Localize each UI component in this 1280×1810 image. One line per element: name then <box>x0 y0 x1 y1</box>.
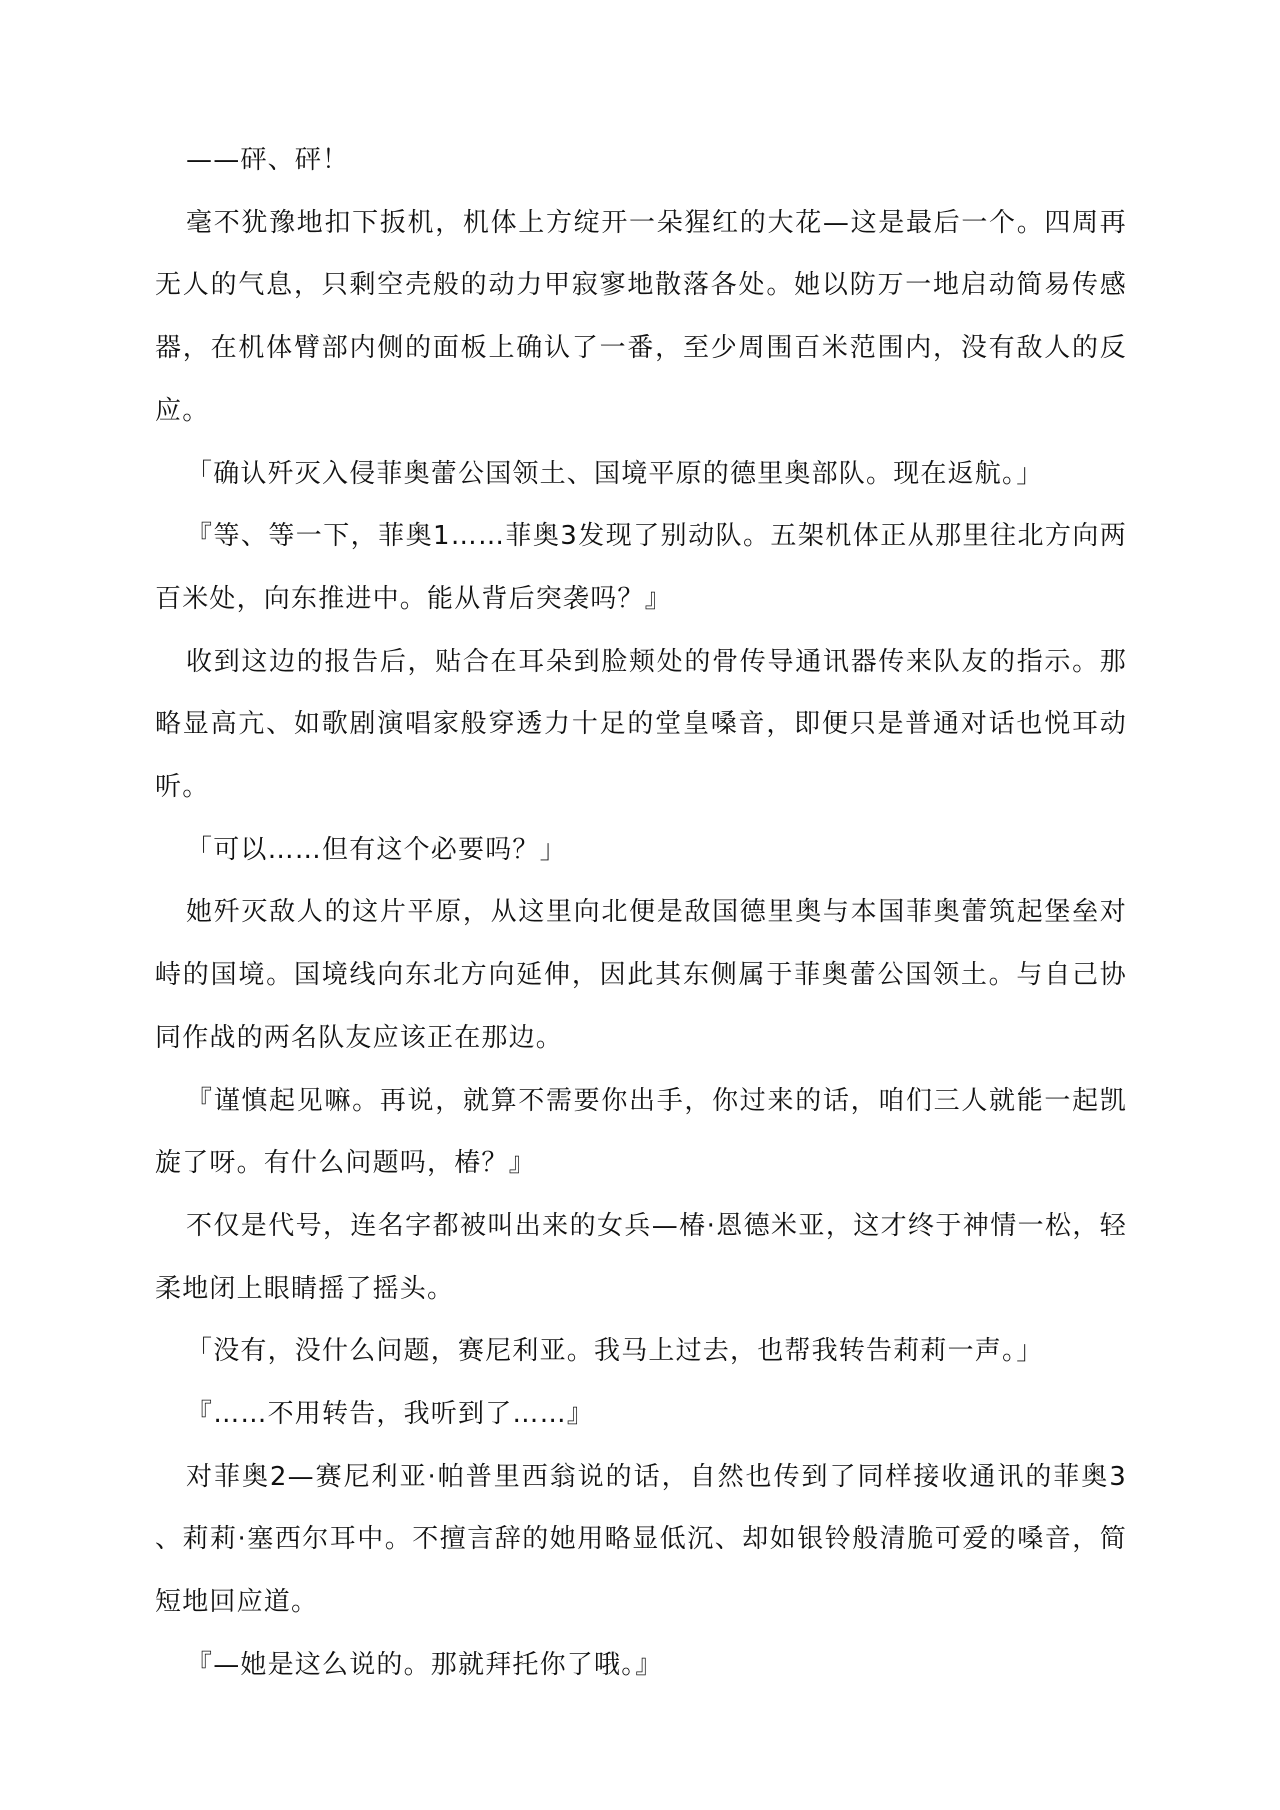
paragraph-onomatopoeia: ——砰、砰！ <box>186 145 350 175</box>
paragraph-narration: 她歼灭敌人的这片平原，从这里向北便是敌国德里奥与本国菲奥蕾筑起堡垒对峙的国境。国境线向东北方向延伸，因此其东侧属于菲奥蕾公国领土。与自己协同作战的两名队友应该正在那边。 <box>155 897 1127 1053</box>
paragraph-radio-dialogue: 『谨慎起见嘛。再说，就算不需要你出手，你过来的话，咱们三人就能一起凯旋了呀。有什么问题吗，椿？』 <box>155 1085 1127 1179</box>
paragraph-narration: 不仅是代号，连名字都被叫出来的女兵—椿·恩德米亚，这才终于神情一松，轻柔地闭上眼睛摇了摇头。 <box>155 1210 1127 1304</box>
paragraph-radio-dialogue: 『等、等一下，菲奥1……菲奥3发现了别动队。五架机体正从那里往北方向两百米处，向东推进中。能从背后突袭吗？』 <box>155 521 1127 614</box>
paragraph-narration: 收到这边的报告后，贴合在耳朵到脸颊处的骨传导通讯器传来队友的指示。那略显高亢、如歌剧演唱家般穿透力十足的堂皇嗓音，即便只是普通对话也悦耳动听。 <box>155 646 1127 803</box>
paragraph-radio-dialogue: 『—她是这么说的。那就拜托你了哦。』 <box>186 1649 663 1680</box>
paragraph-radio-dialogue: 『……不用转告，我听到了……』 <box>186 1399 595 1430</box>
paragraph-narration: 毫不犹豫地扣下扳机，机体上方绽开一朵猩红的大花—这是最后一个。四周再无人的气息，只剩空壳般的动力甲寂寥地散落各处。她以防万一地启动简易传感器，在机体臂部内侧的面板上确认了一番，至少周围百米范围内，没有敌人的反应。 <box>155 207 1127 426</box>
paragraph-dialogue: 「可以……但有这个必要吗？」 <box>186 834 567 865</box>
paragraph-narration: 对菲奥2—赛尼利亚·帕普里西翁说的话，自然也传到了同样接收通讯的菲奥3、莉莉·塞西尔耳中。不擅言辞的她用略显低沉、却如银铃般清脆可爱的嗓音，简短地回应道。 <box>155 1461 1127 1618</box>
document-page <box>155 129 1127 1697</box>
paragraph-dialogue: 「没有，没什么问题，赛尼利亚。我马上过去，也帮我转告莉莉一声。」 <box>186 1336 1044 1367</box>
paragraph-dialogue: 「确认歼灭入侵菲奥蕾公国领土、国境平原的德里奥部队。现在返航。」 <box>186 458 1044 489</box>
